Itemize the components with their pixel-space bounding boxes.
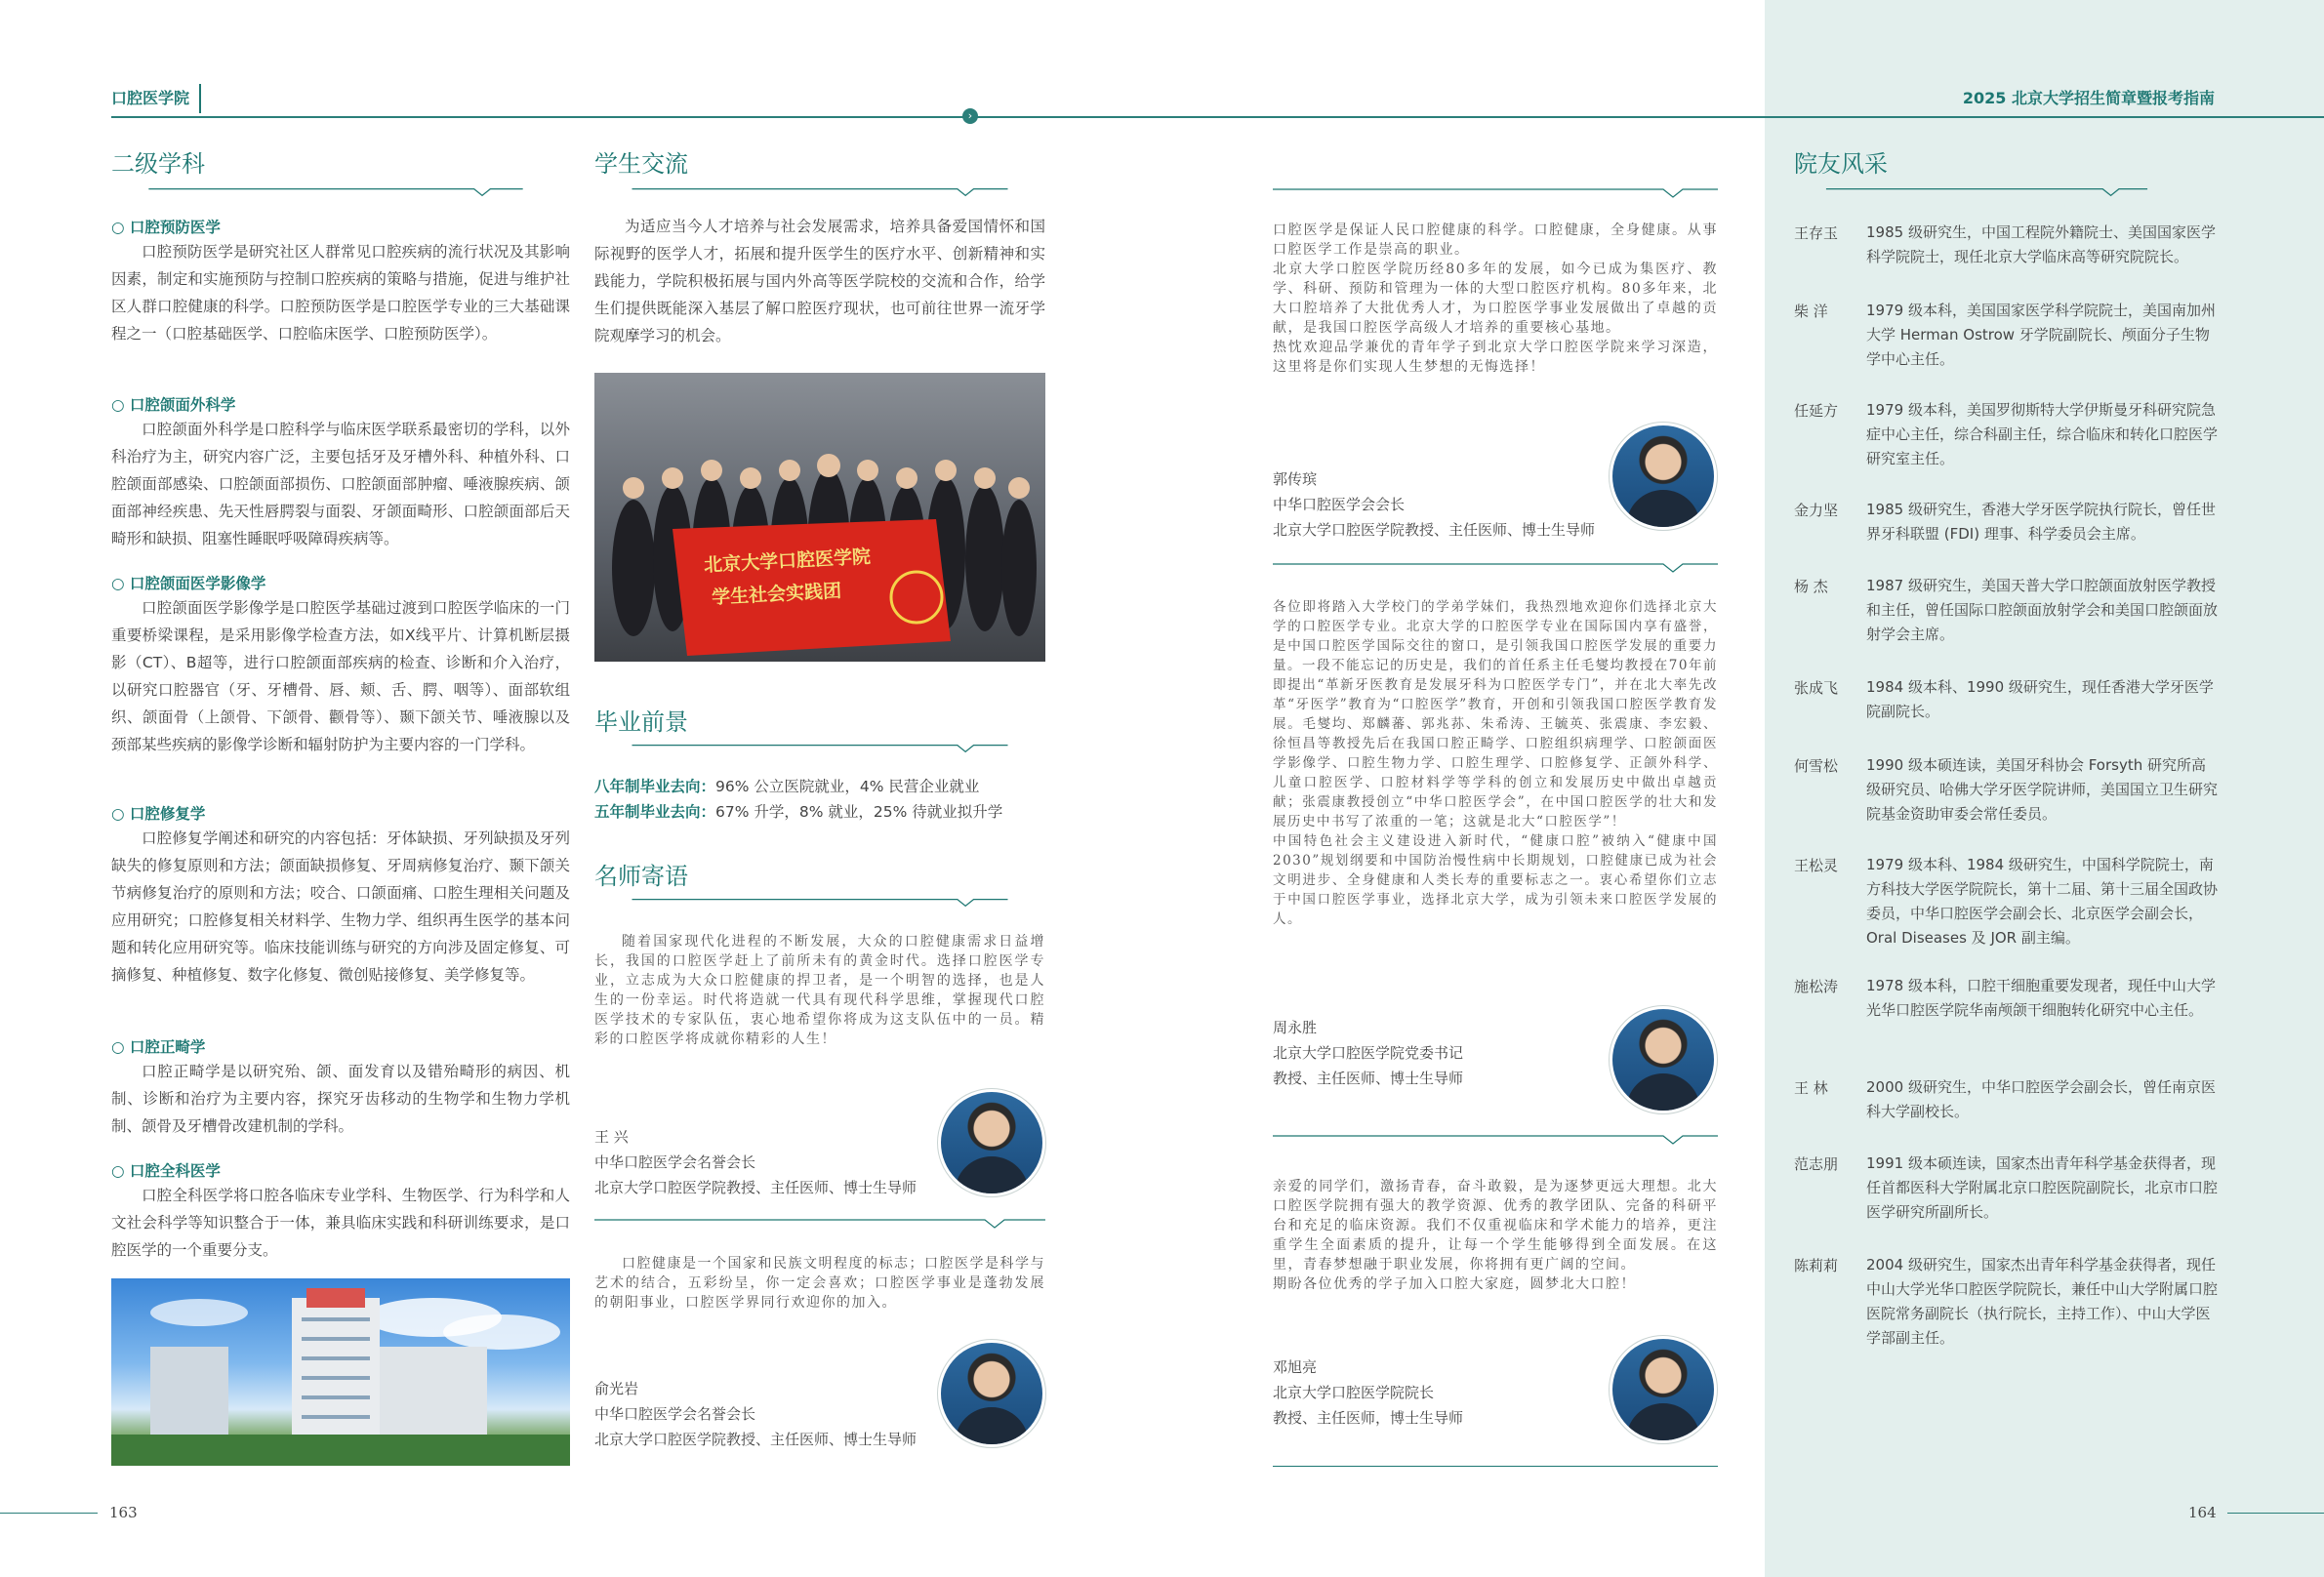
section-title-rule [594, 898, 1045, 908]
header-separator [199, 84, 201, 113]
header-rule [111, 116, 2324, 118]
alumni-desc: 1979 级本科、1984 级研究生，中国科学院院士，南方科技大学医学院院长，第十二届、第十三届全国政协委员，中华口腔医学会副会长、北京医学会副会长，Oral Diseases 及 JOR 副主编。 [1866, 856, 2219, 947]
mentor-quote-zhou-yongsheng: 各位即将踏入大学校门的学弟学妹们，我热烈地欢迎你们选择北京大学的口腔医学专业。北京大学的口腔医学专业在国际国内享有盛誉，是中国口腔医学国际交往的窗口，是引领我国口腔医学发展的重要力量。一段不能忘记的历史是，我们的首任系主任毛燮均教授在70年前即提出“革新牙医教育是发展牙科为口腔医学专门”，并在北大率先改革“牙医学”教育为“口腔医学”教育，开创和引领我国口腔医学教育发展。毛燮均、郑麟蕃、郭兆荪、朱希涛、王毓英、张震康、李宏毅、徐恒昌等教授先后在我国口腔正畸学、口腔组织病理学、口腔颌面医学影像学、口腔生物力学、口腔生理学、口腔修复学、正颌外科学、儿童口腔医学、口腔材料学等学科的创立和发展历史中做出卓越贡献；张震康教授创立“中华口腔医学会”，在中国口腔医学的壮大和发展历史中书写了浓重的一笔；这就是北大“口腔医学”！ 中国特色社会主义建设进入新时代，“健康口腔”被纳入“健康中国2030”规划纲要和中国防治慢性病中长期规划，口腔健康已成为社会文明进步、全身健康和人类长寿的重要标志之一。衷心希望你们立志于中国口腔医学事业，选择北京大学，成为引领未来口腔医学发展的人。 [1273, 599, 1718, 927]
paragraph-imaging: 口腔颌面医学影像学是口腔医学基础过渡到口腔医学临床的一门重要桥梁课程，是采用影像学检查方法，如X线平片、计算机断层摄影（CT）、B超等，进行口腔颌面部疾病的检查、诊断和介入治疗，以研究口腔器官（牙、牙槽骨、唇、颊、舌、腭、咽等）、面部软组织、颌面骨（上颌骨、下颌骨、颧骨等）、颞下颌关节、唾液腺以及颈部某些疾病的影像学诊断和辐射防护为主要内容的一门学科。 [111, 599, 570, 753]
alumni-desc: 2000 级研究生，中华口腔医学会副会长，曾任南京医科大学副校长。 [1866, 1078, 2216, 1120]
section-title-rule [111, 187, 560, 197]
alumni-name: 金力坚 [1794, 502, 1839, 519]
section-title-career: 毕业前景 [594, 708, 688, 736]
chevron-right-icon: › [962, 108, 978, 124]
sub-heading-general-dentistry: ○ 口腔全科医学 [111, 1162, 221, 1180]
mentor-info-zhou-yongsheng: 周永胜 北京大学口腔医学院党委书记 教授、主任医师、博士生导师 [1273, 1019, 1464, 1087]
sub-heading-orthodontics: ○ 口腔正畸学 [111, 1038, 206, 1056]
footer-rule-right [2227, 1513, 2324, 1514]
divider-rule [1273, 562, 1718, 574]
alumni-name: 范志朋 [1794, 1155, 1839, 1173]
alumni-name: 王 林 [1794, 1079, 1828, 1097]
section-title-alumni: 院友风采 [1794, 150, 1888, 178]
alumni-desc: 1985 级研究生，中国工程院外籍院士、美国国家医学科学院院士，现任北京大学临床高等研究院院长。 [1866, 223, 2216, 265]
career-row-five-year: 五年制毕业去向：67% 升学，8% 就业，25% 待就业拟升学 [594, 803, 1003, 821]
sub-heading-maxillofacial-surgery: ○ 口腔颌面外科学 [111, 396, 236, 414]
section-title-secondary: 二级学科 [111, 150, 205, 178]
alumni-desc: 1991 级本硕连读，国家杰出青年科学基金获得者，现任首都医科大学附属北京口腔医院副院长，北京市口腔医学研究所副所长。 [1866, 1154, 2219, 1221]
footer-rule-left [0, 1513, 98, 1514]
mentor-quote-wang-xing: 随着国家现代化进程的不断发展，大众的口腔健康需求日益增长，我国的口腔医学赶上了前所未有的黄金时代。选择口腔医学专业，立志成为大众口腔健康的捍卫者，是一个明智的选择，也是人生的一份幸运。时代将造就一代具有现代科学思维，掌握现代口腔医学技术的专家队伍，衷心地希望你将成为这支队伍中的一员。精彩的口腔医学将成就你精彩的人生！ [594, 934, 1045, 1047]
alumni-desc: 1987 级研究生，美国天普大学口腔颌面放射医学教授和主任，曾任国际口腔颌面放射学会和美国口腔颌面放射学会主席。 [1866, 577, 2219, 643]
section-title-rule [1794, 187, 2180, 197]
section-title-rule [594, 744, 1045, 753]
paragraph-orthodontics: 口腔正畸学是以研究殆、颌、面发育以及错殆畸形的病因、机制、诊断和治疗为主要内容，探究牙齿移动的生物学和生物力学机制、颌骨及牙槽骨改建机制的学科。 [111, 1063, 570, 1135]
paragraph-preventive: 口腔预防医学是研究社区人群常见口腔疾病的流行状况及其影响因素，制定和实施预防与控制口腔疾病的策略与措施，促进与维护社区人群口腔健康的科学。口腔预防医学是口腔医学专业的三大基础课程之一（口腔基础医学、口腔临床医学、口腔预防医学）。 [111, 243, 570, 343]
paragraph-exchange: 为适应当今人才培养与社会发展需求，培养具备爱国情怀和国际视野的医学人才，拓展和提升医学生的医疗水平、创新精神和实践能力，学院积极拓展与国内外高等医学院校的交流和合作，给学生们提供既能深入基层了解口腔医疗现状，也可前往世界一流牙学院观摩学习的机会。 [594, 218, 1045, 344]
header-right-label: 2025 北京大学招生简章暨报考指南 [1962, 89, 2215, 107]
career-row-eight-year: 八年制毕业去向：96% 公立医院就业，4% 民营企业就业 [594, 778, 980, 795]
mentor-info-deng-xuliang: 邓旭亮 北京大学口腔医学院院长 教授、主任医师，博士生导师 [1273, 1358, 1464, 1427]
divider-rule [594, 1218, 1045, 1230]
mentor-info-yu-guangyan: 俞光岩 中华口腔医学会名誉会长 北京大学口腔医学院教授、主任医师、博士生导师 [594, 1380, 917, 1448]
header-left-label: 口腔医学院 [111, 89, 190, 107]
section-title-exchange: 学生交流 [594, 150, 688, 178]
section-title-rule [594, 187, 1045, 197]
page-number-left: 163 [109, 1504, 138, 1521]
mentor-info-wang-xing: 王 兴 中华口腔医学会名誉会长 北京大学口腔医学院教授、主任医师、博士生导师 [594, 1128, 917, 1196]
hospital-building-photo [111, 1278, 570, 1466]
sub-heading-prosthodontics: ○ 口腔修复学 [111, 805, 206, 823]
mentor-quote-yu-guangyan: 口腔健康是一个国家和民族文明程度的标志；口腔医学是科学与艺术的结合，五彩纷呈，你一定会喜欢；口腔医学事业是蓬勃发展的朝阳事业，口腔医学界同行欢迎你的加入。 [594, 1256, 1045, 1311]
mentor-quote-guo-chuanbin: 口腔医学是保证人民口腔健康的科学。口腔健康，全身健康。从事口腔医学工作是崇高的职业。 北京大学口腔医学院历经80多年的发展，如今已成为集医疗、教学、科研、预防和管理为一体的大型口腔医疗机构。80多年来，北大口腔培养了大批优秀人才，为口腔医学事业发展做出了卓越的贡献，是我国口腔医学高级人才培养的重要核心基地。 热忱欢迎品学兼优的青年学子到北京大学口腔医学院来学习深造，这里将是你们实现人生梦想的无悔选择！ [1273, 222, 1718, 375]
alumni-desc: 1979 级本科，美国国家医学科学院院士，美国南加州大学 Herman Ostrow 牙学院副院长、颅面分子生物学中心主任。 [1866, 302, 2216, 368]
divider-rule [1273, 187, 1718, 199]
alumni-name: 柴 洋 [1794, 303, 1828, 320]
paragraph-general-dentistry: 口腔全科医学将口腔各临床专业学科、生物医学、行为科学和人文社会科学等知识整合于一体，兼具临床实践和科研训练要求，是口腔医学的一个重要分支。 [111, 1187, 570, 1259]
mentor-info-guo-chuanbin: 郭传瑸 中华口腔医学会会长 北京大学口腔医学院教授、主任医师、博士生导师 [1273, 470, 1596, 539]
banner-text-line1: 北京大学口腔医学院 [703, 546, 872, 577]
paragraph-maxillofacial-surgery: 口腔颌面外科学是口腔科学与临床医学联系最密切的学科，以外科治疗为主，研究内容广泛，主要包括牙及牙槽外科、种植外科、口腔颌面部感染、口腔颌面部损伤、口腔颌面部肿瘤、唾液腺疾病、颌面部神经疾患、先天性唇腭裂与面裂、牙颌面畸形、口腔颌面部后天畸形和缺损、阻塞性睡眠呼吸障碍疾病等。 [111, 421, 570, 547]
alumni-desc: 1990 级本硕连读，美国牙科协会 Forsyth 研究所高级研究员、哈佛大学牙医学院讲师，美国国立卫生研究院基金资助审委会常任委员。 [1866, 756, 2219, 823]
alumni-desc: 1978 级本科，口腔干细胞重要发现者，现任中山大学光华口腔医学院华南颅颌干细胞转化研究中心主任。 [1866, 977, 2216, 1019]
alumni-name: 王存玉 [1794, 224, 1839, 242]
paragraph-prosthodontics: 口腔修复学阐述和研究的内容包括：牙体缺损、牙列缺损及牙列缺失的修复原则和方法；颌面缺损修复、牙周病修复治疗、颞下颌关节病修复治疗的原则和方法；咬合、口颌面痛、口腔生理相关问题及应用研究；口腔修复相关材料学、生物力学、组织再生医学的基本问题和转化应用研究等。临床技能训练与研究的方向涉及固定修复、可摘修复、种植修复、数字化修复、微创贴接修复、美学修复等。 [111, 829, 570, 984]
mentor-quote-deng-xuliang: 亲爱的同学们，激扬青春，奋斗敢毅，是为逐梦更远大理想。北大口腔医学院拥有强大的教学资源、优秀的教学团队、完备的科研平台和充足的临床资源。我们不仅重视临床和学术能力的培养，更注重学生全面素质的提升，让每一个学生能够得到全面发展。在这里，青春梦想融于职业发展，你将拥有更广阔的空间。 期盼各位优秀的学子加入口腔大家庭，圆梦北大口腔！ [1273, 1179, 1718, 1292]
alumni-desc: 1985 级研究生，香港大学牙医学院执行院长，曾任世界牙科联盟 (FDI) 理事、科学委员会主席。 [1866, 501, 2216, 543]
avatar [1609, 422, 1718, 531]
alumni-name: 陈莉莉 [1794, 1257, 1839, 1274]
alumni-name: 王松灵 [1794, 857, 1839, 874]
alumni-name: 杨 杰 [1794, 578, 1828, 595]
alumni-desc: 2004 级研究生，国家杰出青年科学基金获得者，现任中山大学光华口腔医学院院长，兼任中山大学附属口腔医院常务副院长（执行院长，主持工作）、中山大学医学部副主任。 [1866, 1256, 2219, 1347]
alumni-desc: 1984 级本科、1990 级研究生，现任香港大学牙医学院副院长。 [1866, 678, 2214, 720]
avatar [937, 1088, 1046, 1197]
alumni-desc: 1979 级本科，美国罗彻斯特大学伊斯曼牙科研究院急症中心主任，综合科副主任，综合临床和转化口腔医学研究室主任。 [1866, 401, 2219, 467]
student-exchange-group-photo [594, 373, 1045, 662]
alumni-name: 施松涛 [1794, 978, 1839, 995]
alumni-name: 任延方 [1794, 402, 1839, 420]
avatar [1609, 1005, 1718, 1114]
divider-rule [1273, 1466, 1718, 1467]
alumni-name: 张成飞 [1794, 679, 1839, 697]
section-title-mentors: 名师寄语 [594, 863, 688, 890]
alumni-name: 何雪松 [1794, 757, 1839, 775]
page-number-right: 164 [2188, 1504, 2217, 1521]
banner-text-line2: 学生社会实践团 [711, 580, 842, 609]
sub-heading-imaging: ○ 口腔颌面医学影像学 [111, 575, 266, 592]
divider-rule [1273, 1134, 1718, 1146]
sub-heading-preventive: ○ 口腔预防医学 [111, 219, 221, 236]
avatar [937, 1339, 1046, 1448]
avatar [1609, 1335, 1718, 1444]
